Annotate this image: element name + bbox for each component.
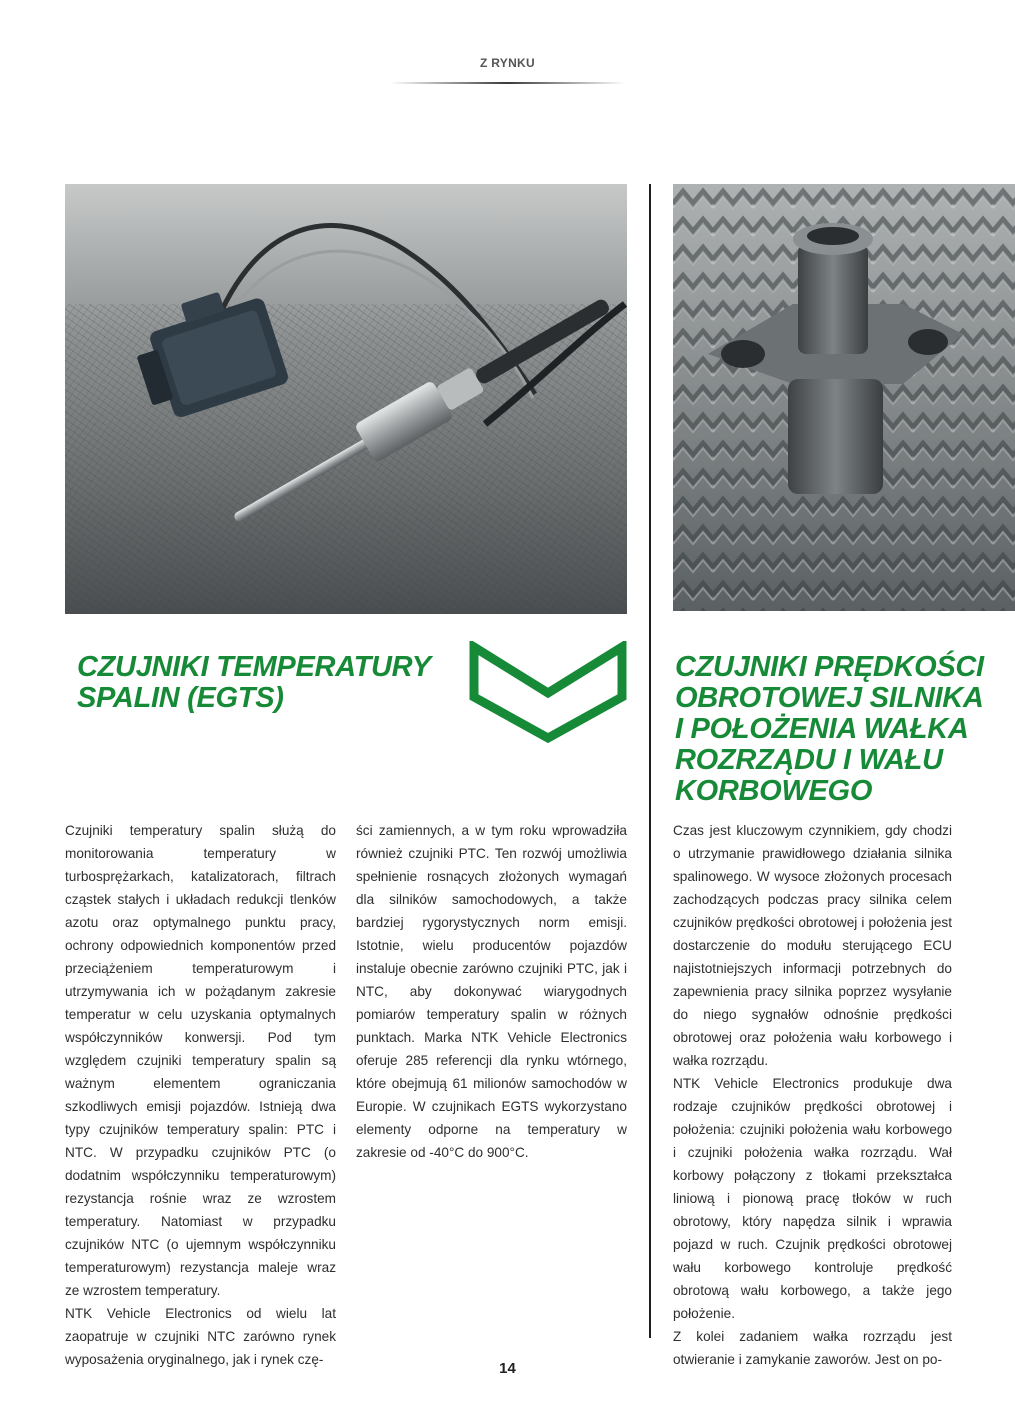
- paragraph: Czas jest kluczowym czynnikiem, gdy chodzi o utrzymanie prawidłowego działania silnika spalinowego. W wysoce złożonych procesach zachodzących podczas pracy silnika celem czujników prędkości obrotowej i położenia jest dostarczenie do modułu sterującego ECU najistotniejszych informacji potrzebnych do zapewnienia pracy silnika poprzez wysyłanie do niego sygnałów odnośnie prędkości obrotowej oraz położenia wału korbowego i wałka rozrządu.: [673, 823, 952, 1068]
- page-number: 14: [499, 1360, 516, 1377]
- body-column-3: [673, 819, 952, 1371]
- paragraph: NTK Vehicle Electronics od wielu lat zaopatruje w czujniki NTC zarówno rynek wyposażenia oryginalnego, jak i rynek czę-: [65, 1306, 336, 1367]
- paragraph: ści zamiennych, a w tym roku wprowadziła również czujniki PTC. Ten rozwój umożliwia spełnienie rosnących złożonych wymagań dla silników samochodowych, a także bardziej rygorystycznych norm emisji. Istotnie, wielu producentów pojazdów instaluje obecnie zarówno czujniki PTC, jak i NTC, aby dokonywać wiarygodnych pomiarów temperatury spalin w różnych punktach. Marka NTK Vehicle Electronics oferuje 285 referencji dla rynku wtórnego, które obejmują 61 milionów samochodów w Europie. W czujnikach EGTS wykorzystano elementy odporne na temperatury w zakresie od -40°C do 900°C.: [356, 823, 627, 1160]
- heading-line: ROZRZĄDU I WAŁU: [675, 744, 943, 776]
- article-heading-egts: [77, 652, 457, 714]
- section-divider: [390, 82, 625, 84]
- heading-line: CZUJNIKI TEMPERATURY: [77, 651, 431, 683]
- exhaust-gas-temperature-sensor-photo: [65, 184, 627, 614]
- paragraph: NTK Vehicle Electronics produkuje dwa rodzaje czujników prędkości obrotowej i położenia: czujniki położenia wału korbowego i czujniki położenia wałka rozrządu. Wał korbowy połączony z tłokami przekształca liniową i pionową pracę tłoków w ruch obrotowy, który napędza silnik i wprawia pojazd w ruch. Czujnik prędkości obrotowej wału korbowego kontroluje prędkość obrotową wału korbowego, a także jego położenie.: [673, 1076, 952, 1321]
- heading-line: KORBOWEGO: [675, 775, 873, 807]
- heading-line: I POŁOŻENIA WAŁKA: [675, 713, 969, 745]
- crankshaft-position-sensor-photo: [673, 184, 1015, 611]
- section-label: Z RYNKU: [480, 56, 535, 70]
- heading-line: CZUJNIKI PRĘDKOŚCI: [675, 651, 984, 683]
- paragraph: Czujniki temperatury spalin służą do monitorowania temperatury w turbosprężarkach, katalizatorach, filtrach cząstek stałych i układach redukcji tlenków azotu oraz optymalnego punktu pracy, ochrony odpowiednich komponentów przed przeciążeniem temperaturowym i utrzymywania ich w pożądanym zakresie temperatur w celu uzyskania optymalnych współczynników konwersji. Pod tym względem czujniki temperatury spalin są ważnym elementem ograniczania szkodliwych emisji pojazdów. Istnieją dwa typy czujników temperatury spalin: PTC i NTC. W przypadku czujników PTC (o dodatnim współczynniku temperaturowym) rezystancja rośnie wraz ze wzrostem temperatury. Natomiast w przypadku czujników NTC (o ujemnym współczynniku temperaturowym) rezystancja maleje wraz ze wzrostem temperatury.: [65, 823, 336, 1298]
- body-column-2: [356, 819, 627, 1164]
- column-divider: [649, 184, 651, 1338]
- body-column-1: [65, 819, 336, 1371]
- heading-line: SPALIN (EGTS): [77, 682, 284, 714]
- heading-line: OBROTOWEJ SILNIKA: [675, 682, 984, 714]
- paragraph: Z kolei zadaniem wałka rozrządu jest otwieranie i zamykanie zaworów. Jest on po-: [673, 1329, 952, 1367]
- chevron-down-icon: [467, 641, 629, 745]
- article-heading-speed-sensors: [675, 652, 995, 807]
